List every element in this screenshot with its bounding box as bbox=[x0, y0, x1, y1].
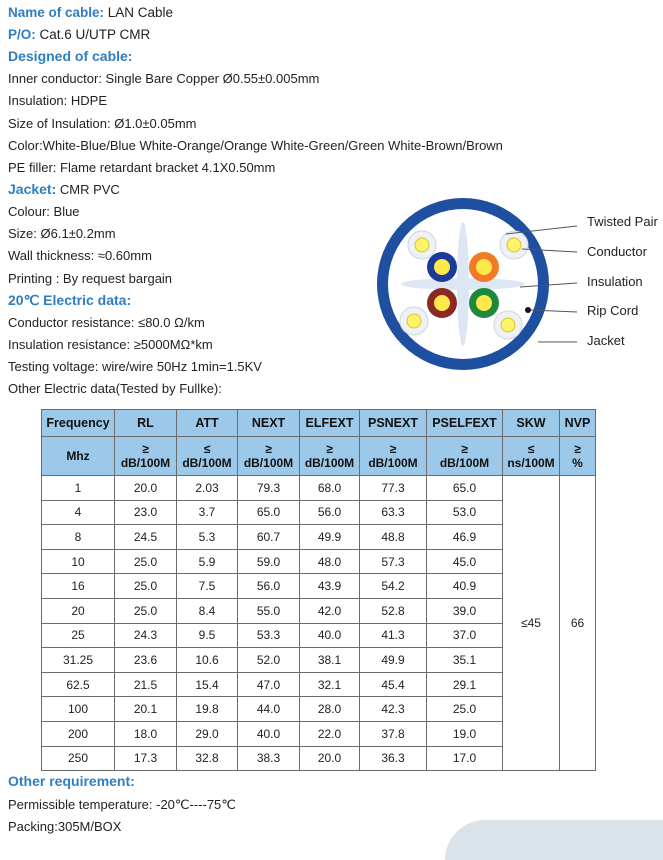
designed-heading: Designed of cable: bbox=[8, 48, 133, 64]
table-cell: 19.8 bbox=[177, 697, 238, 722]
unit-skw-sym: ≤ bbox=[527, 442, 535, 456]
table-cell: 25.0 bbox=[427, 697, 503, 722]
pair-top-right bbox=[500, 231, 528, 259]
size-text: Size: Ø6.1±0.2mm bbox=[8, 226, 116, 241]
table-cell: 1 bbox=[42, 476, 115, 501]
table-cell: 57.3 bbox=[360, 549, 427, 574]
table-cell: 49.9 bbox=[300, 525, 360, 550]
table-cell: 25 bbox=[42, 623, 115, 648]
unit-psnext-sym: ≥ bbox=[389, 442, 397, 456]
electric-heading: 20℃ Electric data: bbox=[8, 292, 132, 308]
table-cell: 8.4 bbox=[177, 598, 238, 623]
table-cell: 56.0 bbox=[238, 574, 300, 599]
label-insulation: Insulation bbox=[587, 274, 643, 289]
table-cell: 20.0 bbox=[300, 746, 360, 771]
header-nvp: NVP bbox=[560, 410, 596, 437]
label-rip-cord: Rip Cord bbox=[587, 303, 639, 318]
po-value: Cat.6 U/UTP CMR bbox=[35, 27, 151, 42]
insulation-resistance-text: Insulation resistance: ≥5000MΩ*km bbox=[8, 337, 213, 352]
unit-elfext bbox=[300, 437, 360, 476]
table-cell: 53.3 bbox=[238, 623, 300, 648]
table-cell: 8 bbox=[42, 525, 115, 550]
table-cell: 10 bbox=[42, 549, 115, 574]
table-cell: 17.3 bbox=[115, 746, 177, 771]
table-cell: 40.0 bbox=[300, 623, 360, 648]
table-unit-row bbox=[42, 437, 596, 476]
table-cell: 42.0 bbox=[300, 598, 360, 623]
inner-conductor-text: Inner conductor: Single Bare Copper Ø0.55±0.005mm bbox=[8, 71, 320, 86]
table-cell: 44.0 bbox=[238, 697, 300, 722]
table-cell: 29.1 bbox=[427, 672, 503, 697]
table-cell: 5.9 bbox=[177, 549, 238, 574]
orange-pair bbox=[469, 252, 499, 282]
cable-cross-section-diagram bbox=[372, 192, 658, 382]
testing-voltage-text: Testing voltage: wire/wire 50Hz 1min=1.5KV bbox=[8, 359, 262, 374]
table-cell: 53.0 bbox=[427, 500, 503, 525]
header-att: ATT bbox=[177, 410, 238, 437]
unit-skw-text: ns/100M bbox=[507, 456, 555, 470]
pair-top-left bbox=[408, 231, 436, 259]
table-cell: 45.4 bbox=[360, 672, 427, 697]
table-cell: 19.0 bbox=[427, 721, 503, 746]
table-cell: 31.25 bbox=[42, 648, 115, 673]
unit-psnext-text: dB/100M bbox=[368, 456, 418, 470]
table-cell: 65.0 bbox=[427, 476, 503, 501]
wall-thickness-text: Wall thickness: ≈0.60mm bbox=[8, 248, 152, 263]
header-psnext: PSNEXT bbox=[360, 410, 427, 437]
table-cell: 28.0 bbox=[300, 697, 360, 722]
table-cell: 16 bbox=[42, 574, 115, 599]
insulation-size-text: Size of Insulation: Ø1.0±0.05mm bbox=[8, 116, 197, 131]
table-cell: 49.9 bbox=[360, 648, 427, 673]
table-cell: 63.3 bbox=[360, 500, 427, 525]
other-electric-data-text: Other Electric data(Tested by Fullke): bbox=[8, 381, 222, 396]
table-cell: 25.0 bbox=[115, 549, 177, 574]
table-cell: 47.0 bbox=[238, 672, 300, 697]
unit-frequency bbox=[42, 437, 115, 476]
table-cell: 43.9 bbox=[300, 574, 360, 599]
table-cell: 37.0 bbox=[427, 623, 503, 648]
color-text: Color:White-Blue/Blue White-Orange/Orange White-Green/Green White-Brown/Brown bbox=[8, 138, 503, 153]
cross-filler-vertical bbox=[457, 222, 469, 346]
table-cell: 3.7 bbox=[177, 500, 238, 525]
table-cell: 20 bbox=[42, 598, 115, 623]
table-cell: 52.8 bbox=[360, 598, 427, 623]
green-pair bbox=[469, 288, 499, 318]
temperature-text: Permissible temperature: -20℃----75℃ bbox=[8, 797, 236, 812]
header-skw: SKW bbox=[503, 410, 560, 437]
table-cell: 36.3 bbox=[360, 746, 427, 771]
table-cell: 54.2 bbox=[360, 574, 427, 599]
table-cell: 55.0 bbox=[238, 598, 300, 623]
unit-pselfext bbox=[427, 437, 503, 476]
unit-elfext-text: dB/100M bbox=[304, 456, 355, 470]
unit-att-text: dB/100M bbox=[182, 456, 232, 470]
table-cell: 40.9 bbox=[427, 574, 503, 599]
table-cell: 32.1 bbox=[300, 672, 360, 697]
nvp-value-cell: 66 bbox=[560, 476, 596, 771]
table-cell: 77.3 bbox=[360, 476, 427, 501]
unit-skw bbox=[503, 437, 560, 476]
table-cell: 9.5 bbox=[177, 623, 238, 648]
electric-data-table bbox=[41, 409, 596, 771]
unit-next bbox=[238, 437, 300, 476]
table-cell: 23.6 bbox=[115, 648, 177, 673]
cable-name-line bbox=[8, 5, 173, 21]
conductor-resistance-text: Conductor resistance: ≤80.0 Ω/km bbox=[8, 315, 205, 330]
table-cell: 21.5 bbox=[115, 672, 177, 697]
blue-pair bbox=[427, 252, 457, 282]
cable-name-value: LAN Cable bbox=[104, 5, 174, 20]
unit-next-text: dB/100M bbox=[243, 456, 294, 470]
unit-att-sym: ≤ bbox=[203, 442, 211, 456]
table-cell: 29.0 bbox=[177, 721, 238, 746]
table-cell: 46.9 bbox=[427, 525, 503, 550]
printing-text: Printing : By request bargain bbox=[8, 271, 173, 286]
cable-cross-section-svg bbox=[372, 192, 612, 382]
table-cell: 52.0 bbox=[238, 648, 300, 673]
table-cell: 65.0 bbox=[238, 500, 300, 525]
table-cell: 17.0 bbox=[427, 746, 503, 771]
jacket-value: CMR PVC bbox=[56, 182, 120, 197]
jacket-line bbox=[8, 181, 120, 198]
unit-nvp-text: % bbox=[572, 456, 583, 470]
table-cell: 25.0 bbox=[115, 598, 177, 623]
table-cell: 79.3 bbox=[238, 476, 300, 501]
table-cell: 40.0 bbox=[238, 721, 300, 746]
jacket-label: Jacket: bbox=[8, 181, 57, 197]
table-cell: 22.0 bbox=[300, 721, 360, 746]
table-cell: 38.1 bbox=[300, 648, 360, 673]
header-next: NEXT bbox=[238, 410, 300, 437]
table-cell: 7.5 bbox=[177, 574, 238, 599]
table-cell: 15.4 bbox=[177, 672, 238, 697]
table-cell: 56.0 bbox=[300, 500, 360, 525]
table-cell: 32.8 bbox=[177, 746, 238, 771]
table-cell: 18.0 bbox=[115, 721, 177, 746]
table-cell: 39.0 bbox=[427, 598, 503, 623]
table-cell: 42.3 bbox=[360, 697, 427, 722]
colour-text: Colour: Blue bbox=[8, 204, 80, 219]
unit-rl bbox=[115, 437, 177, 476]
rip-cord-dot bbox=[525, 307, 531, 313]
table-cell: 35.1 bbox=[427, 648, 503, 673]
unit-nvp-sym: ≥ bbox=[574, 442, 581, 456]
table-cell: 100 bbox=[42, 697, 115, 722]
pair-bottom-left bbox=[400, 307, 428, 335]
cable-name-label: Name of cable: bbox=[8, 5, 105, 20]
label-jacket: Jacket bbox=[587, 333, 625, 348]
footer-decoration bbox=[445, 820, 663, 860]
unit-pselfext-text: dB/100M bbox=[439, 456, 490, 470]
po-label: P/O: bbox=[8, 27, 36, 42]
unit-next-sym: ≥ bbox=[265, 442, 272, 456]
header-frequency: Frequency bbox=[42, 410, 115, 437]
table-cell: 41.3 bbox=[360, 623, 427, 648]
table-cell: 23.0 bbox=[115, 500, 177, 525]
table-cell: 59.0 bbox=[238, 549, 300, 574]
header-pselfext: PSELFEXT bbox=[427, 410, 503, 437]
table-cell: 10.6 bbox=[177, 648, 238, 673]
insulation-text: Insulation: HDPE bbox=[8, 93, 107, 108]
table-cell: 37.8 bbox=[360, 721, 427, 746]
table-cell: 62.5 bbox=[42, 672, 115, 697]
header-rl: RL bbox=[115, 410, 177, 437]
table-cell: 68.0 bbox=[300, 476, 360, 501]
pe-filler-text: PE filler: Flame retardant bracket 4.1X0.50mm bbox=[8, 160, 276, 175]
table-cell: 4 bbox=[42, 500, 115, 525]
table-header-row bbox=[42, 410, 596, 437]
table-row bbox=[42, 476, 596, 501]
unit-pselfext-sym: ≥ bbox=[461, 442, 468, 456]
unit-elfext-sym: ≥ bbox=[326, 442, 333, 456]
header-elfext: ELFEXT bbox=[300, 410, 360, 437]
unit-psnext bbox=[360, 437, 427, 476]
table-cell: 2.03 bbox=[177, 476, 238, 501]
table-cell: 60.7 bbox=[238, 525, 300, 550]
brown-pair bbox=[427, 288, 457, 318]
table-cell: 25.0 bbox=[115, 574, 177, 599]
table-cell: 38.3 bbox=[238, 746, 300, 771]
po-line bbox=[8, 27, 150, 43]
table-cell: 5.3 bbox=[177, 525, 238, 550]
table-cell: 250 bbox=[42, 746, 115, 771]
table-cell: 48.8 bbox=[360, 525, 427, 550]
unit-frequency-text: Mhz bbox=[66, 449, 90, 463]
table-cell: 200 bbox=[42, 721, 115, 746]
table-cell: 24.3 bbox=[115, 623, 177, 648]
skw-value-cell: ≤45 bbox=[503, 476, 560, 771]
label-conductor: Conductor bbox=[587, 244, 647, 259]
table-cell: 20.1 bbox=[115, 697, 177, 722]
unit-rl-sym: ≥ bbox=[142, 442, 149, 456]
table-cell: 20.0 bbox=[115, 476, 177, 501]
table-cell: 45.0 bbox=[427, 549, 503, 574]
table-cell: 24.5 bbox=[115, 525, 177, 550]
label-twisted-pair: Twisted Pair bbox=[587, 214, 658, 229]
table-cell: 48.0 bbox=[300, 549, 360, 574]
pair-bottom-right bbox=[494, 311, 522, 339]
other-requirement-heading: Other requirement: bbox=[8, 773, 135, 789]
packing-text: Packing:305M/BOX bbox=[8, 819, 122, 834]
unit-nvp bbox=[560, 437, 596, 476]
unit-rl-text: dB/100M bbox=[120, 456, 171, 470]
unit-att bbox=[177, 437, 238, 476]
